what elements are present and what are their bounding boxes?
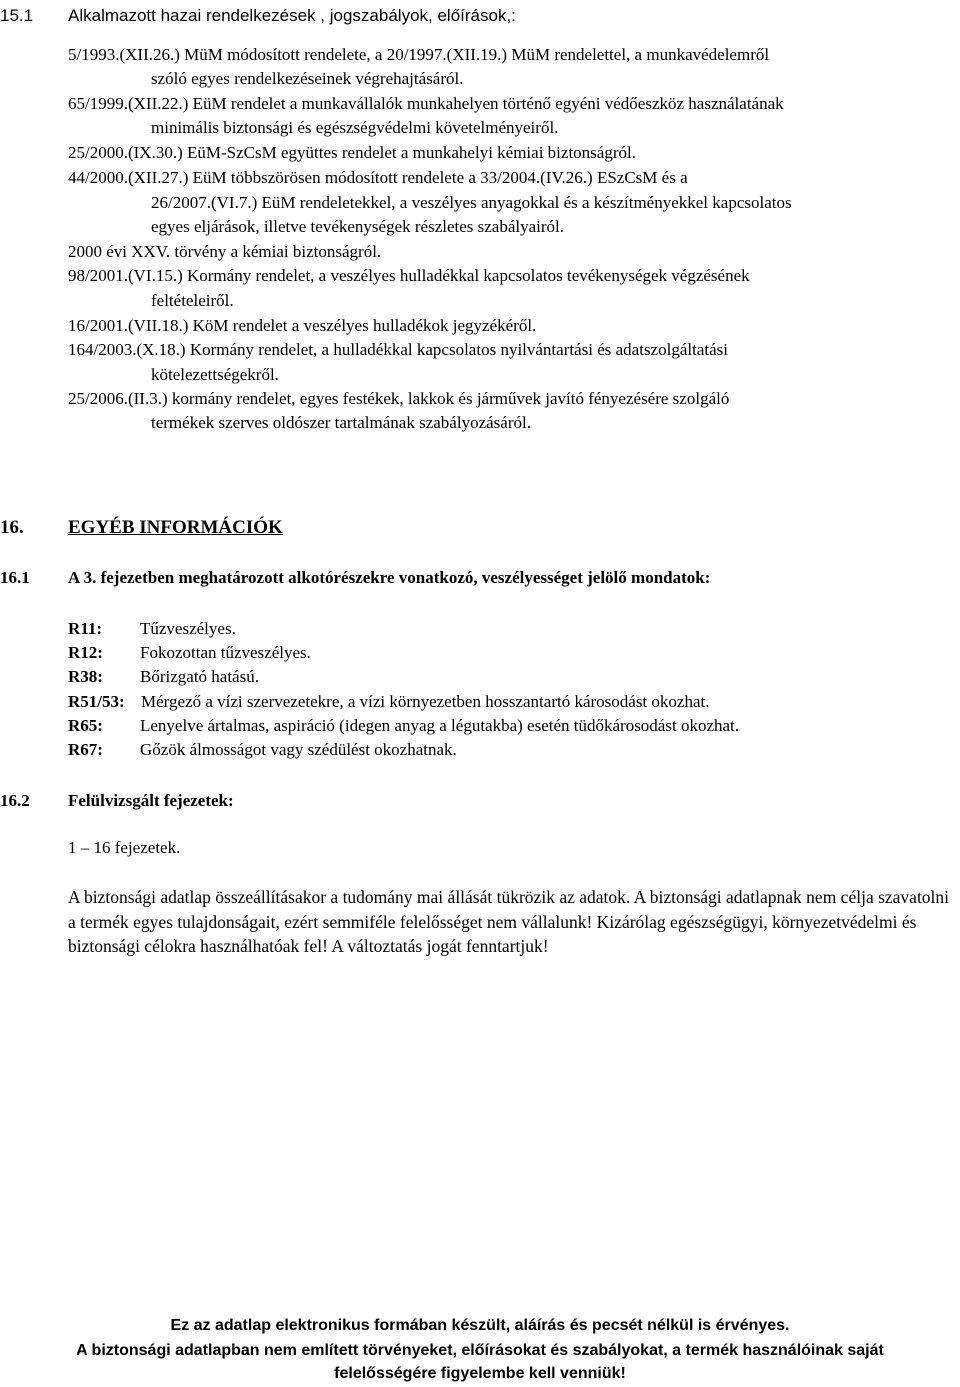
section-number-15-1: 15.1	[0, 6, 34, 25]
regulation-line: 25/2006.(II.3.) kormány rendelet, egyes festékek, lakkok és járművek javító fényezésére szolgáló	[68, 389, 730, 408]
r-phrase-code: R38:	[68, 667, 103, 686]
disclaimer-paragraph: A biztonsági adatlap összeállításakor a tudomány mai állását tükrözik az adatok. A biztonsági adatlapnak nem célja szavatolni a termék egyes tulajdonságait, ezért semmiféle felelősséget nem vállalunk! Kizárólag egészségügyi, környezetvédelmi és biztonsági célokra használhatóak fel! A változtatás jogát fenntartjuk!	[68, 887, 950, 956]
r-phrase-code: R51/53:	[68, 692, 125, 711]
section-title-16-1: A 3. fejezetben meghatározott alkotórészekre vonatkozó, veszélyességet jelölő mondatok:	[68, 568, 711, 587]
r-phrase-code: R12:	[68, 643, 103, 662]
footer-line: felelősségére figyelembe kell venniük!	[334, 1365, 626, 1382]
regulation-line: 98/2001.(VI.15.) Kormány rendelet, a veszélyes hulladékkal kapcsolatos tevékenységek végzésének	[68, 266, 750, 285]
regulation-line: 44/2000.(XII.27.) EüM többszörösen módosított rendelete a 33/2004.(IV.26.) ESzCsM és a	[68, 168, 688, 187]
regulation-line: 2000 évi XXV. törvény a kémiai biztonságról.	[68, 242, 382, 261]
regulation-line: 5/1993.(XII.26.) MüM módosított rendelete, a 20/1997.(XII.19.) MüM rendelettel, a munkavédelemről	[68, 45, 770, 64]
r-phrase-text: Gőzök álmosságot vagy szédülést okozhatnak.	[140, 740, 457, 759]
section-number-16-2: 16.2	[0, 791, 30, 810]
r-phrase-row	[68, 619, 236, 639]
section-number-16-1: 16.1	[0, 568, 30, 587]
r-phrase-row	[68, 740, 457, 760]
section-title-16-2: Felülvizsgált fejezetek:	[68, 791, 234, 810]
r-phrase-code: R11:	[68, 619, 102, 638]
r-phrase-text: Bőrizgató hatású.	[140, 667, 259, 686]
regulation-line: termékek szerves oldószer tartalmának szabályozásáról.	[151, 413, 531, 432]
revised-chapters: 1 – 16 fejezetek.	[68, 838, 181, 857]
regulation-line: 25/2000.(IX.30.) EüM-SzCsM együttes rendelet a munkahelyi kémiai biztonságról.	[68, 143, 636, 162]
r-phrase-row	[68, 692, 709, 712]
section-number-16: 16.	[0, 517, 24, 538]
regulation-line: feltételeiről.	[151, 291, 234, 310]
r-phrase-text: Mérgező a vízi szervezetekre, a vízi környezetben hosszantartó károsodást okozhat.	[141, 692, 710, 711]
regulation-line: kötelezettségekről.	[151, 365, 279, 384]
regulation-line: szóló egyes rendelkezéseinek végrehajtásáról.	[151, 69, 464, 88]
footer-line: A biztonsági adatlapban nem említett törvényeket, előírásokat és szabályokat, a termék használóinak saját	[76, 1342, 884, 1359]
r-phrase-row	[68, 716, 739, 736]
regulation-line: egyes eljárások, illetve tevékenységek részletes szabályairól.	[151, 217, 565, 236]
r-phrase-row	[68, 667, 259, 687]
footer-line: Ez az adatlap elektronikus formában készült, aláírás és pecsét nélkül is érvényes.	[170, 1317, 790, 1334]
regulation-line: 26/2007.(VI.7.) EüM rendeletekkel, a veszélyes anyagokkal és a készítményekkel kapcsolatos	[151, 193, 792, 212]
section-title-15-1: Alkalmazott hazai rendelkezések , jogszabályok, előírások,:	[68, 6, 516, 25]
regulation-line: 164/2003.(X.18.) Kormány rendelet, a hulladékkal kapcsolatos nyilvántartási és adatszolgáltatási	[68, 340, 728, 359]
r-phrase-text: Fokozottan tűzveszélyes.	[140, 643, 311, 662]
r-phrase-code: R67:	[68, 740, 103, 759]
regulation-line: 65/1999.(XII.22.) EüM rendelet a munkavállalók munkahelyen történő egyéni védőeszköz használatának	[68, 94, 784, 113]
r-phrase-text: Lenyelve ártalmas, aspiráció (idegen anyag a légutakba) esetén tüdőkárosodást okozhat.	[140, 716, 740, 735]
regulation-line: minimális biztonsági és egészségvédelmi követelményeiről.	[151, 118, 559, 137]
r-phrase-text: Tűzveszélyes.	[140, 619, 236, 638]
r-phrase-code: R65:	[68, 716, 103, 735]
r-phrase-row	[68, 643, 311, 663]
regulation-line: 16/2001.(VII.18.) KöM rendelet a veszélyes hulladékok jegyzékéről.	[68, 316, 537, 335]
section-title-16: EGYÉB INFORMÁCIÓK	[68, 517, 283, 538]
